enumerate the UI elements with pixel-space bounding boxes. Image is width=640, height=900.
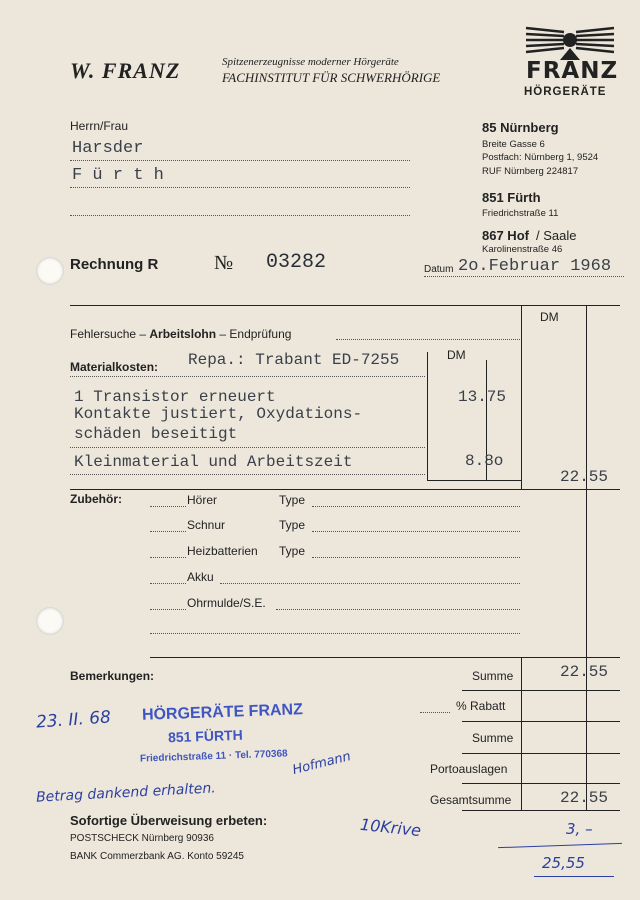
- salutation-label: Herrn/Frau: [70, 119, 129, 133]
- zubehoer-top-rule: [70, 489, 620, 490]
- address-hof-line: Karolinenstraße 46: [482, 244, 563, 255]
- company-tagline: Spitzenerzeugnisse moderner Hörgeräte: [222, 56, 399, 68]
- zubehoer-dots: [312, 506, 520, 507]
- invoice-date: 2o.Februar 1968: [458, 257, 612, 276]
- address-hof-suffix: / Saale: [536, 228, 577, 243]
- fehlersuche-line: [70, 327, 291, 341]
- item-dots: [70, 447, 425, 448]
- zubehoer-blank-dots: [150, 633, 520, 634]
- summary-column-left-rule: [521, 657, 522, 810]
- zubehoer-item-schnur: Schnur: [187, 518, 226, 532]
- material-label: Materialkosten:: [70, 360, 159, 374]
- recipient-line: [70, 187, 410, 188]
- punch-hole-top: [36, 257, 64, 285]
- amount-transistor: 13.75: [458, 388, 507, 406]
- item-kontakte: Kontakte justiert, Oxydations-: [74, 405, 363, 423]
- address-nuernberg-line: Breite Gasse 6: [482, 139, 545, 150]
- handwritten-note: 10Krive: [359, 814, 423, 841]
- company-stamp-line3: Friedrichstraße 11 · Tel. 770368: [139, 748, 288, 765]
- zubehoer-item-heizbatterien: Heizbatterien: [187, 544, 258, 558]
- invoice-number-sign: №: [214, 252, 234, 274]
- summe-amount: 22.55: [560, 663, 609, 681]
- subtotal-rule: [427, 480, 522, 481]
- dm-column-header: DM: [540, 310, 559, 324]
- handwritten-signature: Hofmann: [291, 749, 353, 778]
- zubehoer-type-label: Type: [279, 544, 306, 558]
- repair-description: Repa.: Trabant ED-7255: [188, 351, 400, 369]
- zubehoer-prefix-dots: [150, 506, 186, 507]
- summary-rule: [462, 753, 620, 754]
- item-kleinmaterial: Kleinmaterial und Arbeitszeit: [74, 453, 353, 471]
- summe-label: Summe: [472, 669, 514, 683]
- date-label: Datum: [424, 264, 454, 275]
- material-box-left-rule: [427, 352, 428, 480]
- invoice-label: Rechnung R: [70, 256, 159, 273]
- zubehoer-item-akku: Akku: [187, 570, 214, 584]
- summary-rule: [462, 783, 620, 784]
- handwritten-paid-note: Betrag dankend erhalten.: [35, 780, 217, 806]
- dm-column-left-rule: [521, 305, 522, 490]
- hearing-waves-icon: [520, 26, 620, 62]
- recipient-line: [70, 160, 410, 161]
- zubehoer-type-label: Type: [279, 493, 306, 507]
- material-dots: [70, 376, 425, 377]
- punch-hole-bottom: [36, 607, 64, 635]
- zubehoer-prefix-dots: [150, 557, 186, 558]
- payment-note: Sofortige Überweisung erbeten:: [70, 813, 268, 828]
- arbeitslohn-text: Arbeitslohn: [149, 327, 217, 341]
- rabatt-label: % Rabatt: [456, 699, 506, 713]
- handwritten-total-underline: [534, 876, 614, 877]
- kleinmaterial-dots: [70, 474, 425, 475]
- zubehoer-dots: [276, 609, 520, 610]
- summary-top-rule: [150, 657, 620, 658]
- address-fuerth-city: 851 Fürth: [482, 190, 541, 205]
- recipient-name: Harsder: [72, 139, 144, 158]
- address-nuernberg-city: 85 Nürnberg: [482, 120, 559, 135]
- handwritten-date: 23. II. 68: [35, 707, 112, 733]
- address-hof-city: 867 Hof: [482, 228, 529, 243]
- gesamt-amount: 22.55: [560, 789, 609, 807]
- handwritten-total-rule: [498, 843, 622, 848]
- subtotal-amount: 22.55: [560, 468, 609, 486]
- summe2-label: Summe: [472, 731, 514, 745]
- porto-label: Portoauslagen: [430, 762, 508, 776]
- address-nuernberg-line: Postfach: Nürnberg 1, 9524: [482, 152, 599, 163]
- zubehoer-dots: [312, 557, 520, 558]
- handwritten-total: 25,55: [542, 854, 585, 872]
- zubehoer-item-hoerer: Hörer: [187, 493, 218, 507]
- amount-kleinmaterial: 8.8o: [465, 452, 504, 470]
- logo-subtext: HÖRGERÄTE: [524, 86, 607, 98]
- fehlersuche-text: Fehlersuche –: [70, 327, 150, 341]
- summary-rule: [462, 690, 620, 691]
- gesamt-label: Gesamtsumme: [430, 793, 512, 807]
- zubehoer-dots: [312, 531, 520, 532]
- gesamt-rule: [462, 810, 620, 811]
- dm-column-decimal-rule: [586, 305, 587, 810]
- zubehoer-prefix-dots: [150, 531, 186, 532]
- summary-rule: [462, 721, 620, 722]
- invoice-number: 03282: [266, 251, 327, 274]
- table-top-rule: [70, 305, 620, 306]
- company-name: W. FRANZ: [70, 58, 181, 83]
- bank-line: BANK Commerzbank AG. Konto 59245: [70, 851, 244, 862]
- company-stamp-line1: HÖRGERÄTE FRANZ: [141, 701, 304, 724]
- zubehoer-prefix-dots: [150, 609, 186, 610]
- date-line: [424, 276, 624, 277]
- fehlersuche-dots: [336, 339, 520, 340]
- item-schaeden: schäden beseitigt: [74, 425, 238, 443]
- recipient-city: F ü r t h: [72, 166, 164, 185]
- rabatt-prefix-dots: [420, 712, 450, 713]
- zubehoer-prefix-dots: [150, 583, 186, 584]
- bemerkungen-label: Bemerkungen:: [70, 669, 155, 683]
- company-subtitle: FACHINSTITUT FÜR SCHWERHÖRIGE: [222, 70, 441, 85]
- handwritten-extra-amount: 3, –: [566, 820, 593, 838]
- zubehoer-label: Zubehör:: [70, 492, 122, 506]
- zubehoer-item-ohrmulde: Ohrmulde/S.E.: [187, 596, 266, 610]
- postscheck-line: POSTSCHECK Nürnberg 90936: [70, 833, 214, 844]
- item-transistor: 1 Transistor erneuert: [74, 388, 276, 406]
- material-dm-header: DM: [447, 348, 466, 362]
- zubehoer-dots: [220, 583, 520, 584]
- address-fuerth-line: Friedrichstraße 11: [482, 208, 559, 219]
- logo-text: FRANZ: [526, 58, 619, 84]
- company-stamp-line2: 851 FÜRTH: [167, 726, 243, 746]
- address-nuernberg-line: RUF Nürnberg 224817: [482, 166, 579, 177]
- recipient-line: [70, 215, 410, 216]
- zubehoer-type-label: Type: [279, 518, 306, 532]
- franz-logo: [520, 26, 620, 100]
- endpruefung-text: – Endprüfung: [216, 327, 292, 341]
